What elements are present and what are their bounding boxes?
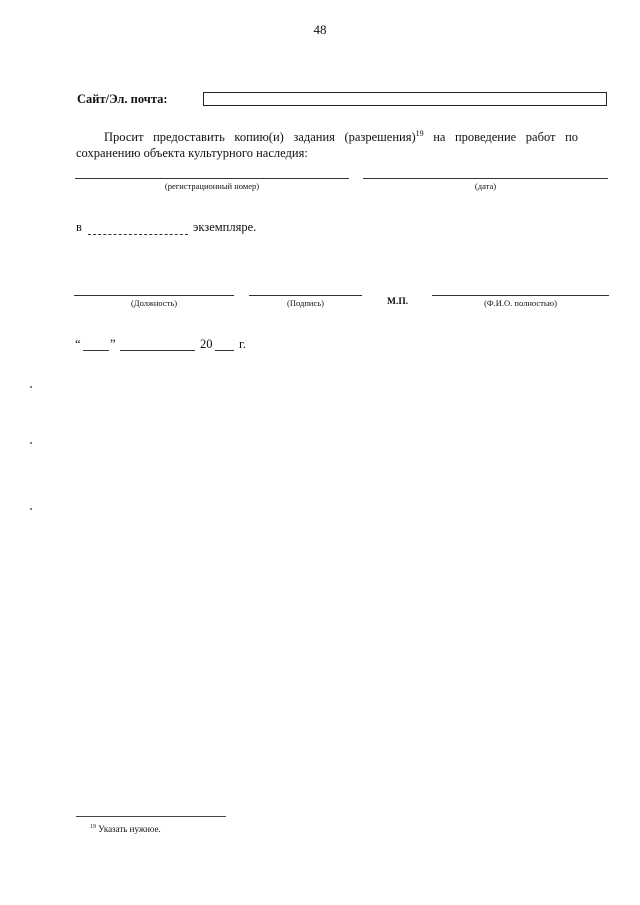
request-paragraph-line2: сохранению объекта культурного наследия:	[76, 146, 308, 160]
month-line[interactable]	[120, 350, 195, 351]
footnote-separator	[76, 816, 226, 817]
email-label: Сайт/Эл. почта:	[77, 92, 168, 106]
signature-line[interactable]	[249, 295, 362, 296]
request-paragraph-line1	[104, 129, 578, 145]
page-number: 48	[313, 22, 327, 37]
year-prefix: 20	[200, 337, 213, 351]
open-quote: “	[75, 337, 81, 351]
fio-caption: (Ф.И.О. полностью)	[484, 298, 557, 308]
scan-speck	[30, 508, 32, 510]
footnote-number: 19	[90, 824, 96, 830]
email-field[interactable]	[203, 92, 607, 106]
footnote-ref: 19	[415, 128, 424, 138]
fio-line[interactable]	[432, 295, 609, 296]
date-caption: (дата)	[474, 181, 497, 191]
position-caption: (Должность)	[130, 298, 178, 308]
reg-number-caption: (регистрационный номер)	[164, 181, 260, 191]
close-quote: ”	[110, 337, 116, 351]
day-line[interactable]	[83, 350, 109, 351]
request-text: Просит предоставить копию(и) задания (разрешения)	[104, 130, 416, 144]
copies-prefix: в	[76, 220, 82, 234]
reg-number-line[interactable]	[75, 178, 349, 179]
stamp-label: М.П.	[387, 297, 409, 307]
footnote-text: Указать нужное.	[96, 824, 161, 834]
scan-speck	[30, 442, 32, 444]
position-line[interactable]	[74, 295, 234, 296]
copies-count-line[interactable]	[88, 234, 188, 235]
date-line[interactable]	[363, 178, 608, 179]
request-text-tail: на проведение работ по	[423, 130, 579, 144]
signature-caption: (Подпись)	[287, 298, 324, 308]
copies-suffix: экземпляре.	[193, 220, 257, 234]
footnote	[90, 824, 161, 834]
year-suffix: г.	[239, 337, 246, 351]
year-line[interactable]	[215, 350, 234, 351]
scan-speck	[30, 386, 32, 388]
